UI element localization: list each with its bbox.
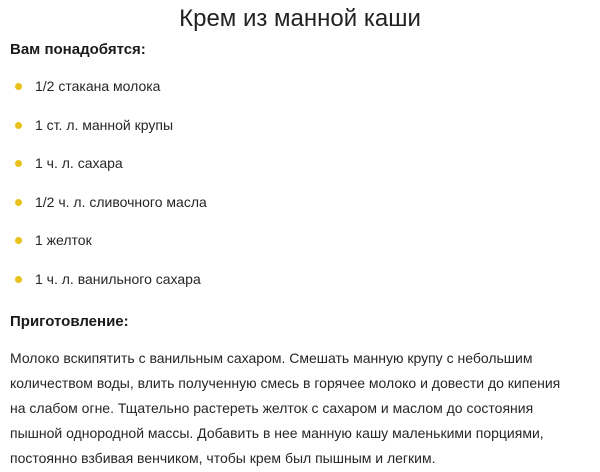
preparation-line: на слабом огне. Тщательно растереть желток с сахаром и маслом до состояния bbox=[10, 400, 534, 416]
preparation-line: Молоко вскипятить с ванильным сахаром. Смешать манную крупу с небольшим bbox=[10, 350, 533, 366]
page-title: Крем из манной каши bbox=[179, 5, 421, 32]
ingredient-text: 1/2 ч. л. сливочного масла bbox=[35, 193, 207, 210]
preparation-text bbox=[10, 346, 595, 471]
ingredient-text: 1 ч. л. сахара bbox=[35, 155, 123, 172]
ingredient-text: 1/2 стакана молока bbox=[35, 78, 161, 94]
preparation-line: постоянно взбивая венчиком, чтобы крем был пышным и легким. bbox=[10, 450, 436, 466]
bullet-icon bbox=[15, 276, 22, 283]
preparation-heading: Приготовление: bbox=[10, 313, 129, 330]
bullet-icon bbox=[15, 160, 22, 167]
ingredient-text: 1 ст. л. манной крупы bbox=[35, 116, 174, 133]
ingredients-heading: Вам понадобятся: bbox=[10, 41, 146, 58]
bullet-icon bbox=[15, 237, 22, 244]
ingredient-text: 1 ч. л. ванильного сахара bbox=[35, 270, 201, 287]
preparation-line: пышной однородной массы. Добавить в нее манную кашу маленькими порциями, bbox=[10, 425, 544, 441]
bullet-icon bbox=[15, 122, 22, 129]
preparation-line: количеством воды, влить полученную смесь в горячее молоко и довести до кипения bbox=[10, 375, 561, 391]
ingredient-text: 1 желток bbox=[35, 232, 92, 249]
bullet-icon bbox=[15, 199, 22, 206]
bullet-icon bbox=[15, 83, 22, 90]
